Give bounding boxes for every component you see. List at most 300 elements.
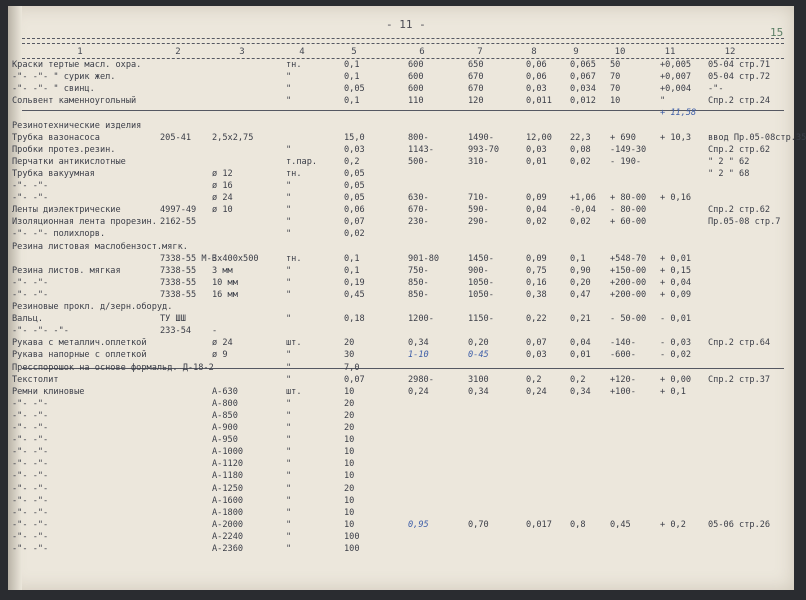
cell-c9: 0,8 [570, 519, 586, 530]
table-row [8, 242, 794, 255]
cell-c7: 670 [468, 84, 484, 95]
cell-c4: " [286, 447, 292, 458]
cell-c4: " [286, 314, 292, 325]
cell-c1: -"- -"- [12, 544, 49, 554]
table-row [8, 447, 794, 460]
cell-c5: 15,0 [344, 132, 365, 143]
cell-c8: 0,011 [526, 96, 552, 107]
cell-c4: тн. [286, 60, 302, 70]
cell-c6: 850- [408, 277, 429, 288]
cell-c12: 05-06 стр.26 [708, 519, 771, 530]
cell-c3: 16 мм [212, 289, 238, 300]
cell-c6: 630- [408, 193, 429, 204]
cell-c5: 10 [344, 459, 355, 470]
cell-c5: 0,05 [344, 84, 365, 95]
cell-c1: -"- -"- [12, 495, 49, 506]
cell-c11: + 0,16 [660, 193, 692, 204]
cell-c8: 0,06 [526, 72, 547, 83]
cell-c8: 0,03 [526, 84, 547, 95]
cell-c6: 1-10 [408, 350, 429, 361]
cell-c5: 0,06 [344, 205, 365, 216]
table-row [8, 229, 794, 242]
cell-c6: 750- [408, 265, 429, 276]
cell-c5: 0,07 [344, 374, 365, 385]
cell-c4: " [286, 277, 292, 288]
cell-c3: А-2000 [212, 519, 244, 530]
cell-c3: ø 24 [212, 193, 233, 204]
cell-c4: " [286, 84, 292, 95]
cell-c1: Рукава с металлич.оплеткой [12, 338, 147, 349]
cell-c9: 0,04 [570, 338, 591, 349]
cell-c9: 0,2 [570, 374, 586, 385]
cell-c5: 0,1 [344, 72, 360, 83]
cell-c6: 0,34 [408, 338, 429, 349]
table-row [8, 290, 794, 303]
cell-c4: " [286, 423, 292, 433]
cell-c5: 7,0 [344, 362, 360, 373]
cell-c6: 230- [408, 217, 429, 228]
cell-c11: + 0,09 [660, 289, 692, 300]
cell-c1: Краски тертые масл. охра. [12, 60, 142, 70]
cell-c5: 0,05 [344, 181, 365, 191]
cell-c6: 670- [408, 205, 429, 216]
cell-c6: 500- [408, 156, 429, 167]
table-row [8, 387, 794, 400]
cell-c7: 650 [468, 60, 484, 70]
cell-c4: " [286, 471, 292, 482]
cell-c1: -"- -"- [12, 289, 49, 300]
cell-c1: -"- -"- [12, 193, 49, 204]
table-row [8, 217, 794, 230]
cell-c4: " [286, 72, 292, 83]
cell-c5: 0,2 [344, 156, 360, 167]
cell-c4: " [286, 495, 292, 506]
cell-c11: +0,004 [660, 84, 692, 95]
cell-c7: 310- [468, 156, 489, 167]
table-row [8, 471, 794, 484]
col-header-10: 10 [614, 47, 626, 57]
cell-c8: 0,09 [526, 193, 547, 204]
cell-c4: " [286, 483, 292, 494]
cell-c10: - 50-00 [610, 314, 647, 325]
cell-c5: 0,19 [344, 277, 365, 288]
col-header-3: 3 [239, 47, 245, 57]
cell-c9: 0,065 [570, 60, 596, 70]
cell-c1: -"- -"- " свинц. [12, 84, 95, 95]
cell-c5: 10 [344, 386, 355, 397]
cell-c9: 0,90 [570, 265, 591, 276]
cell-c8: 0,06 [526, 60, 547, 70]
cell-c5: 0,05 [344, 193, 365, 204]
cell-c12: 05-04 стр.71 [708, 60, 771, 70]
cell-c1: Резинотехнические изделия [12, 120, 142, 131]
cell-c6: 800- [408, 132, 429, 143]
cell-c1: Резина листов. мягкая [12, 265, 121, 276]
col-header-9: 9 [573, 47, 579, 57]
header-top-rule [22, 38, 784, 39]
cell-c1: -"- -"- [12, 507, 49, 518]
cell-c3: 3х400х500 [212, 253, 259, 264]
cell-c12: " 2 " 68 [708, 168, 750, 179]
cell-c2: 7338-55 [160, 265, 197, 276]
cell-c10: - 80-00 [610, 205, 647, 216]
cell-c7: 290- [468, 217, 489, 228]
col-header-4: 4 [299, 47, 305, 57]
cell-c9: 0,21 [570, 314, 591, 325]
cell-c4: тн. [286, 253, 302, 264]
cell-c12: " 2 " 62 [708, 156, 750, 167]
table-row [8, 399, 794, 412]
cell-c1: Изоляционная лента прорезин. [12, 217, 157, 228]
cell-c1: -"- -"- [12, 471, 49, 482]
cell-c12: Спр.2 стр.64 [708, 338, 771, 349]
cell-c1: -"- -"- [12, 277, 49, 288]
cell-c12: Спр.2 стр.37 [708, 374, 771, 385]
table-row [8, 544, 794, 557]
table-row [8, 302, 794, 315]
cell-c6: 1200- [408, 314, 434, 325]
cell-c5: 0,1 [344, 265, 360, 276]
cell-c10: -140- [610, 338, 636, 349]
cell-c5: 20 [344, 423, 355, 433]
cell-c7: 0,20 [468, 338, 489, 349]
cell-c8: 0,16 [526, 277, 547, 288]
cell-c9: 0,012 [570, 96, 596, 107]
table-row [8, 314, 794, 327]
table-row [8, 132, 806, 146]
cell-c4: " [286, 459, 292, 470]
cell-c2: 205-41 [160, 132, 192, 143]
cell-c4: " [286, 205, 292, 216]
cell-c1: Резиновые прокл. д/зерн.оборуд. [12, 302, 173, 312]
cell-c1: Трубка вакуумная [12, 168, 95, 179]
cell-c9: 0,02 [570, 217, 591, 228]
col-header-1: 1 [77, 47, 83, 57]
cell-c2: 233-54 [160, 326, 192, 337]
cell-c3: 2,5х2,75 [212, 132, 254, 143]
cell-c1: -"- -"- -"- [12, 326, 69, 337]
table-row [8, 520, 794, 533]
cell-c8: 0,017 [526, 519, 552, 530]
cell-c12: -"- [708, 84, 724, 95]
cell-c10: 70 [610, 84, 621, 95]
cell-c7: 993-70 [468, 144, 500, 155]
cell-c1: Пробки протез.резин. [12, 144, 116, 155]
cell-c1: -"- -"- [12, 435, 49, 446]
cell-c10: + 60-00 [610, 217, 647, 228]
cell-c5: 0,1 [344, 96, 360, 107]
cell-c11: +0,007 [660, 72, 692, 83]
table-row [8, 459, 794, 472]
cell-c5: 20 [344, 398, 355, 409]
cell-c1: Пресспорошок на основе формальд. Д-18-2 [12, 362, 214, 373]
cell-c4: " [286, 229, 292, 240]
cell-c9: 0,08 [570, 144, 591, 155]
cell-c5: 30 [344, 350, 355, 361]
cell-c7: 1050- [468, 289, 494, 300]
cell-c5: 0,45 [344, 289, 365, 300]
cell-c5: 10 [344, 447, 355, 458]
cell-c10: +548-70 [610, 253, 647, 264]
document-page [8, 6, 806, 590]
cell-c7: 1450- [468, 253, 494, 264]
cell-c1: -"- -"- [12, 423, 49, 433]
col-header-2: 2 [175, 47, 181, 57]
cell-c4: " [286, 435, 292, 446]
cell-c8: 0,38 [526, 289, 547, 300]
cell-c12: Спр.2 стр.24 [708, 96, 771, 107]
cell-c5: 20 [344, 410, 355, 421]
cell-c8: 0,03 [526, 144, 547, 155]
cell-c3: А-1120 [212, 459, 244, 470]
cell-c9: 0,01 [570, 350, 591, 361]
cell-c3: ø 16 [212, 181, 233, 191]
cell-c8: 0,2 [526, 374, 542, 385]
corner-mark: 15 [770, 26, 784, 39]
cell-c9: +1,06 [570, 193, 596, 204]
cell-c4: шт. [286, 338, 302, 349]
cell-c8: 0,09 [526, 253, 547, 264]
table-row [8, 375, 794, 388]
cell-c11: + 0,15 [660, 265, 692, 276]
table-row [8, 508, 794, 521]
cell-c7: 0,70 [468, 519, 489, 530]
cell-c3: А-2240 [212, 531, 244, 542]
cell-c7: 0-45 [468, 350, 489, 361]
cell-c1: Сольвент каменноугольный [12, 96, 137, 107]
cell-c5: 10 [344, 495, 355, 506]
cell-c11: - 0,02 [660, 350, 692, 361]
cell-c6: 0,95 [408, 519, 429, 530]
cell-c5: 0,18 [344, 314, 365, 325]
col-header-12: 12 [724, 47, 736, 57]
cell-c8: 0,07 [526, 338, 547, 349]
cell-c3: ø 12 [212, 168, 233, 179]
cell-c6: 2980- [408, 374, 434, 385]
table-row [8, 72, 794, 85]
cell-c5: 20 [344, 483, 355, 494]
cell-c8: 0,02 [526, 217, 547, 228]
cell-c4: " [286, 519, 292, 530]
table-row [8, 157, 794, 170]
cell-c3: А-2360 [212, 544, 244, 554]
cell-c5: 100 [344, 544, 360, 554]
cell-c4: шт. [286, 386, 302, 397]
cell-c7: 710- [468, 193, 489, 204]
cell-c4: тн. [286, 168, 302, 179]
table-row [8, 496, 794, 509]
table-row [8, 193, 794, 206]
cell-c1: -"- -"- " сурик жел. [12, 72, 116, 83]
cell-c3: ø 9 [212, 350, 228, 361]
cell-c10: +100- [610, 386, 636, 397]
cell-c3: А-1180 [212, 471, 244, 482]
cell-c9: 22,3 [570, 132, 591, 143]
table-row [8, 338, 794, 351]
cell-c11: + 0,04 [660, 277, 692, 288]
cell-c12: ввод Пр.05-08стр.35 [708, 132, 806, 143]
page-number: - 11 - [386, 18, 426, 31]
col-header-7: 7 [477, 47, 483, 57]
cell-c2: 7338-55 [160, 289, 197, 300]
cell-c3: А-630 [212, 386, 238, 397]
table-row [8, 532, 794, 545]
cell-c4: " [286, 507, 292, 518]
cell-c8: 0,03 [526, 350, 547, 361]
table-row [8, 423, 794, 436]
cell-c1: -"- -"- полихлорв. [12, 229, 106, 240]
cell-c10: - 190- [610, 156, 642, 167]
cell-c10: + 690 [610, 132, 636, 143]
cell-c11: + 0,01 [660, 253, 692, 264]
cell-c12: 05-04 стр.72 [708, 72, 771, 83]
cell-c4: " [286, 96, 292, 107]
cell-c10: 0,45 [610, 519, 631, 530]
table-row [8, 108, 794, 121]
cell-c1: -"- -"- [12, 410, 49, 421]
cell-c11: + 0,1 [660, 386, 686, 397]
cell-c1: Резина листовая маслобензост.мягк. [12, 241, 188, 252]
cell-c7: 590- [468, 205, 489, 216]
cell-c1: -"- -"- [12, 447, 49, 458]
cell-c5: 10 [344, 519, 355, 530]
cell-c4: " [286, 410, 292, 421]
cell-c3: А-950 [212, 435, 238, 446]
cell-c6: 1143- [408, 144, 434, 155]
cell-c8: 0,22 [526, 314, 547, 325]
table-row [8, 181, 794, 194]
cell-c4: " [286, 217, 292, 228]
cell-c8: 0,24 [526, 386, 547, 397]
cell-c1: Рукава напорные с оплеткой [12, 350, 147, 361]
table-row [8, 266, 794, 279]
cell-c9: 0,20 [570, 277, 591, 288]
cell-c11: - 0,03 [660, 338, 692, 349]
cell-c3: ø 10 [212, 205, 233, 216]
cell-c4: т.пар. [286, 156, 318, 167]
cell-c3: 3 мм [212, 265, 233, 276]
col-header-11: 11 [664, 47, 676, 57]
cell-c7: 0,34 [468, 386, 489, 397]
cell-c5: 0,02 [344, 229, 365, 240]
cell-c2: ТУ ШШ [160, 314, 186, 325]
cell-c11: + 0,00 [660, 374, 692, 385]
cell-c4: " [286, 144, 292, 155]
cell-c1: Трубка вазонасоса [12, 132, 100, 143]
table-row [8, 435, 794, 448]
table-row [8, 350, 794, 363]
cell-c3: А-900 [212, 423, 238, 433]
cell-c4: " [286, 193, 292, 204]
cell-c3: А-1800 [212, 507, 244, 518]
cell-c1: -"- -"- [12, 531, 49, 542]
cell-c3: А-1000 [212, 447, 244, 458]
cell-c1: Ремни клиновые [12, 386, 85, 397]
table-row [8, 60, 794, 73]
table-row [8, 169, 794, 182]
cell-c4: " [286, 398, 292, 409]
cell-c2: 4997-49 [160, 205, 197, 216]
col-header-5: 5 [351, 47, 357, 57]
col-header-8: 8 [531, 47, 537, 57]
cell-c1: -"- -"- [12, 483, 49, 494]
cell-c5: 0,03 [344, 144, 365, 155]
cell-c6: 600 [408, 60, 424, 70]
table-row [8, 484, 794, 497]
cell-c11: + 0,2 [660, 519, 686, 530]
cell-c4: " [286, 265, 292, 276]
cell-c3: А-1600 [212, 495, 244, 506]
cell-c8: 0,01 [526, 156, 547, 167]
cell-c12: Пр.05-08 стр.7 [708, 217, 781, 228]
cell-c1: -"- -"- [12, 398, 49, 409]
cell-c1: -"- -"- [12, 181, 49, 191]
cell-c9: 0,02 [570, 156, 591, 167]
table-row [8, 326, 794, 339]
cell-c9: 0,067 [570, 72, 596, 83]
cell-c1: Вальц. [12, 314, 44, 325]
cell-c9: 0,1 [570, 253, 586, 264]
cell-c12: Спр.2 стр.62 [708, 205, 771, 216]
cell-c3: А-1250 [212, 483, 244, 494]
cell-c1: -"- -"- [12, 519, 49, 530]
header-bottom-rule [22, 58, 784, 59]
table-row [8, 363, 794, 376]
cell-c7: 1490- [468, 132, 494, 143]
cell-c1: Текстолит [12, 374, 59, 385]
cell-c2: 7338-55 М-Б [160, 253, 217, 264]
cell-c5: 10 [344, 507, 355, 518]
cell-c3: А-850 [212, 410, 238, 421]
cell-c5: 10 [344, 471, 355, 482]
cell-c10: + 80-00 [610, 193, 647, 204]
cell-c10: +200-00 [610, 289, 647, 300]
table-row [8, 205, 794, 218]
cell-c11: + 10,3 [660, 132, 692, 143]
cell-c5: 0,07 [344, 217, 365, 228]
cell-c6: 850- [408, 289, 429, 300]
cell-c4: " [286, 374, 292, 385]
cell-c6: 600 [408, 84, 424, 95]
cell-c7: 1050- [468, 277, 494, 288]
cell-c3: ø 24 [212, 338, 233, 349]
cell-c1: -"- -"- [12, 459, 49, 470]
cell-c12: Спр.2 стр.62 [708, 144, 771, 155]
cell-c1: Ленты диэлектрические [12, 205, 121, 216]
cell-c10: -600- [610, 350, 636, 361]
cell-c11: +0,005 [660, 60, 692, 70]
cell-c9: 0,034 [570, 84, 596, 95]
cell-c7: 1150- [468, 314, 494, 325]
cell-c4: " [286, 289, 292, 300]
cell-c10: -149-30 [610, 144, 647, 155]
cell-c2: 2162-55 [160, 217, 197, 228]
cell-c4: " [286, 181, 292, 191]
cell-c1: Перчатки антикислотные [12, 156, 126, 167]
table-row [8, 96, 794, 109]
table-row [8, 254, 794, 267]
cell-c3: А-800 [212, 398, 238, 409]
cell-c5: 100 [344, 531, 360, 542]
cell-c11: " [660, 96, 666, 107]
cell-c11: + 11,58 [660, 108, 697, 119]
cell-c3: 10 мм [212, 277, 238, 288]
cell-c5: 0,1 [344, 60, 360, 70]
cell-c4: " [286, 350, 292, 361]
table-row [8, 411, 794, 424]
table-row [8, 121, 794, 134]
table-row [8, 84, 794, 97]
